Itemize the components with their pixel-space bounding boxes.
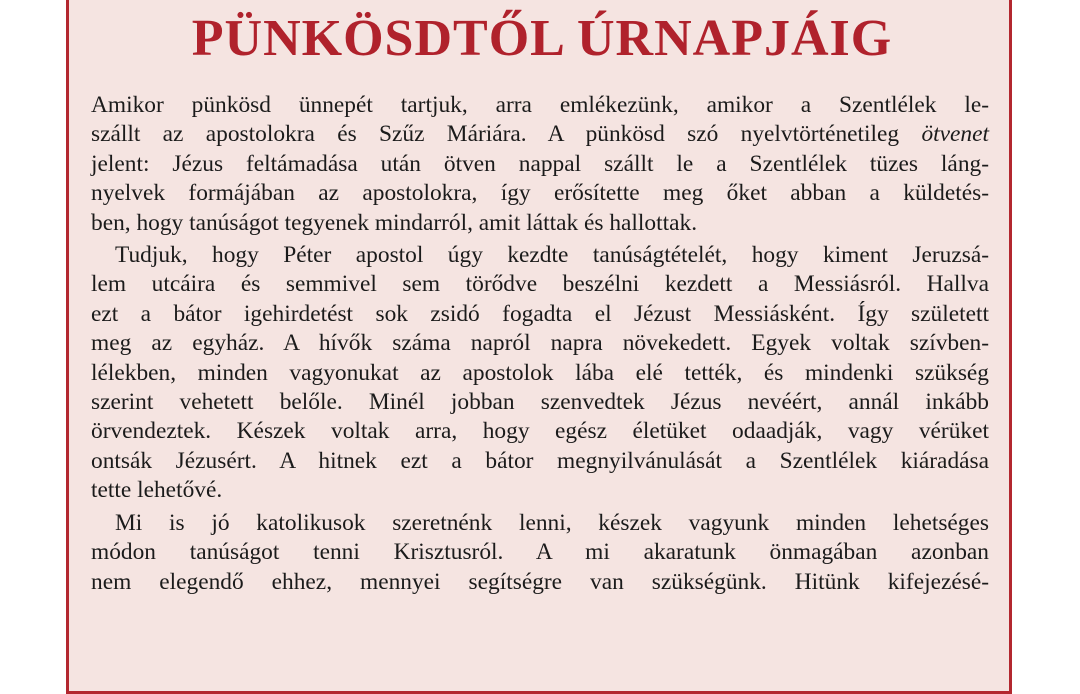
text-line: örvendeztek. Készek voltak arra, hogy egész életüket odaadják, vagy vérüket: [91, 418, 989, 445]
italic-word: ötvenet: [921, 121, 989, 148]
text-line: tette lehetővé.: [91, 477, 223, 504]
text-line: ben, hogy tanúságot tegyenek mindarról, amit láttak és hallottak.: [91, 209, 698, 236]
text-line: lélekben, minden vagyonukat az apostolok lába elé tették, és mindenki szükség: [91, 359, 989, 386]
text-line: módon tanúságot tenni Krisztusról. A mi akaratunk önmagában azonban: [91, 539, 989, 566]
text-line: meg az egyház. A hívők száma napról napra növekedett. Egyek voltak szívben-: [91, 330, 989, 357]
text-line: [91, 120, 989, 149]
paragraph-1: [91, 91, 989, 238]
article-body: [91, 91, 989, 597]
text-line: Mi is jó katolikusok szeretnénk lenni, készek vagyunk minden lehetséges: [115, 509, 989, 536]
text-line: nem elegendő ehhez, mennyei segítségre van szükségünk. Hitünk kifejezésé-: [91, 568, 989, 595]
text-line: jelent: Jézus feltámadása után ötven nappal szállt le a Szentlélek tüzes láng-: [91, 150, 989, 177]
paragraph-3: [91, 509, 989, 597]
text-line: ontsák Jézusért. A hitnek ezt a bátor megnyilvánulását a Szentlélek kiáradása: [91, 447, 989, 474]
article-title: PÜNKÖSDTŐL ÚRNAPJÁIG: [191, 10, 893, 67]
text-line: ezt a bátor igehirdetést sok zsidó fogadta el Jézust Messiásként. Így született: [91, 300, 989, 327]
text-line: Amikor pünkösd ünnepét tartjuk, arra emlékezünk, amikor a Szentlélek le-: [91, 92, 989, 118]
text-line: nyelvek formájában az apostolokra, így erősítette meg őket abban a küldetés-: [91, 180, 989, 207]
paragraph-2: [91, 241, 989, 506]
text-line: szerint vehetett belőle. Minél jobban szenvedtek Jézus nevéért, annál inkább: [91, 389, 989, 416]
article-panel: [66, 0, 1012, 694]
text-line: lem utcáira és semmivel sem törődve beszélni kezdett a Messiásról. Hallva: [91, 271, 989, 298]
text-segment: szállt az apostolokra és Szűz Máriára. A pünkösd szó nyelvtörténetileg: [91, 121, 922, 148]
text-line: Tudjuk, hogy Péter apostol úgy kezdte tanúságtételét, hogy kiment Jeruzsá-: [115, 242, 989, 269]
